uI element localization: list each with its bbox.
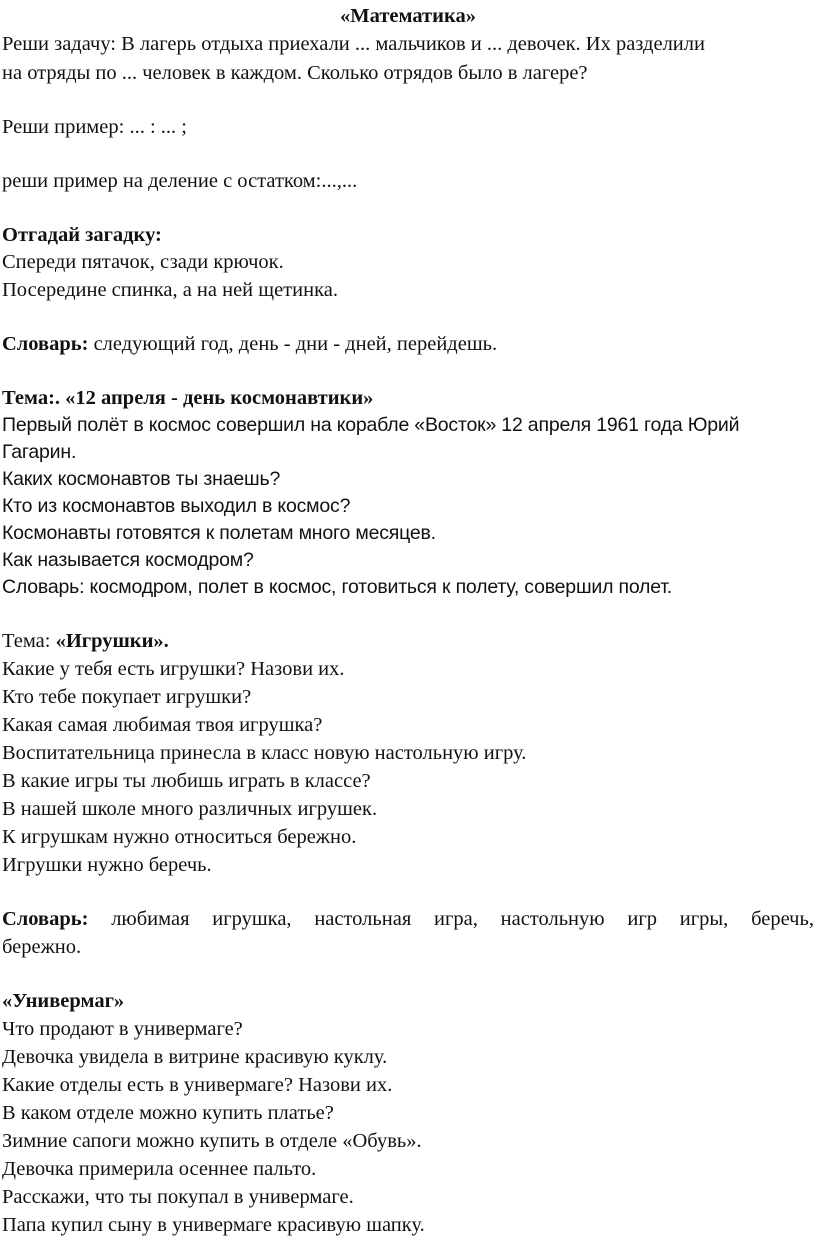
- dictionary-1-label: Словарь:: [2, 333, 89, 355]
- toys-heading-title: «Игрушки».: [55, 630, 169, 652]
- riddle-line-2: Посередине спинка, а на ней щетинка.: [2, 279, 338, 301]
- math-task-line-2: на отряды по ... человек в каждом. Сколько отрядов было в лагере?: [2, 62, 588, 84]
- dictionary-2-word: игрушка,: [212, 908, 292, 930]
- dictionary-2-word: настольную: [500, 908, 605, 930]
- store-line: Папа купил сыну в универмаге красивую шапку.: [2, 1214, 425, 1236]
- dictionary-2-word: любимая: [111, 908, 190, 930]
- toys-heading-prefix: Тема:: [2, 630, 56, 652]
- dictionary-2-line-2: бережно.: [2, 936, 82, 958]
- toys-line: Игрушки нужно беречь.: [2, 854, 212, 876]
- cosmos-line-6: Как называется космодром?: [2, 549, 254, 571]
- math-remainder: реши пример на деление с остатком:...,...: [2, 170, 358, 192]
- math-example: Реши пример: ... : ... ;: [2, 116, 187, 138]
- cosmos-line-7: Словарь: космодром, полет в космос, готовиться к полету, совершил полет.: [2, 576, 673, 598]
- dictionary-2-word: игры,: [679, 908, 729, 930]
- dictionary-2-word: игр: [627, 908, 657, 930]
- toys-heading: [2, 627, 169, 655]
- toys-line: Какие у тебя есть игрушки? Назови их.: [2, 658, 345, 680]
- store-line: В каком отделе можно купить платье?: [2, 1102, 334, 1124]
- store-line: Зимние сапоги можно купить в отделе «Обувь».: [2, 1130, 422, 1152]
- cosmos-line-4: Кто из космонавтов выходил в космос?: [2, 495, 351, 517]
- dictionary-1-text: следующий год, день - дни - дней, перейдешь.: [88, 333, 498, 355]
- toys-line: В нашей школе много различных игрушек.: [2, 798, 378, 820]
- dictionary-2-line-1: [2, 905, 814, 933]
- riddle-line-1: Спереди пятачок, сзади крючок.: [2, 251, 284, 273]
- dictionary-2-word: настольная: [314, 908, 412, 930]
- dictionary-2-word: игра,: [434, 908, 478, 930]
- store-line: Какие отделы есть в универмаге? Назови их.: [2, 1074, 393, 1096]
- store-line: Девочка примерила осеннее пальто.: [2, 1158, 317, 1180]
- toys-line: К игрушкам нужно относиться бережно.: [2, 826, 357, 848]
- dictionary-1: [2, 330, 497, 358]
- toys-line: Кто тебе покупает игрушки?: [2, 686, 252, 708]
- cosmos-line-3: Каких космонавтов ты знаешь?: [2, 468, 281, 490]
- document-title: «Математика»: [340, 5, 476, 27]
- cosmos-line-5: Космонавты готовятся к полетам много месяцев.: [2, 522, 436, 544]
- cosmos-heading: Тема:. «12 апреля - день космонавтики»: [2, 387, 374, 409]
- toys-line: Какая самая любимая твоя игрушка?: [2, 714, 323, 736]
- toys-line: В какие игры ты любишь играть в классе?: [2, 770, 371, 792]
- cosmos-line-2: Гагарин.: [2, 441, 77, 463]
- toys-line: Воспитательница принесла в класс новую настольную игру.: [2, 742, 527, 764]
- dictionary-2-word: беречь,: [751, 908, 814, 930]
- store-line: Расскажи, что ты покупал в универмаге.: [2, 1186, 354, 1208]
- cosmos-line-1: Первый полёт в космос совершил на корабле «Восток» 12 апреля 1961 года Юрий: [2, 414, 740, 436]
- riddle-heading: Отгадай загадку:: [2, 224, 162, 246]
- dictionary-2-label: Словарь:: [2, 908, 89, 930]
- store-line: Девочка увидела в витрине красивую куклу.: [2, 1046, 388, 1068]
- store-line: Что продают в универмаге?: [2, 1018, 243, 1040]
- math-task-line-1: Реши задачу: В лагерь отдыха приехали ... мальчиков и ... девочек. Их разделили: [2, 33, 705, 55]
- store-heading: «Универмаг»: [2, 990, 125, 1012]
